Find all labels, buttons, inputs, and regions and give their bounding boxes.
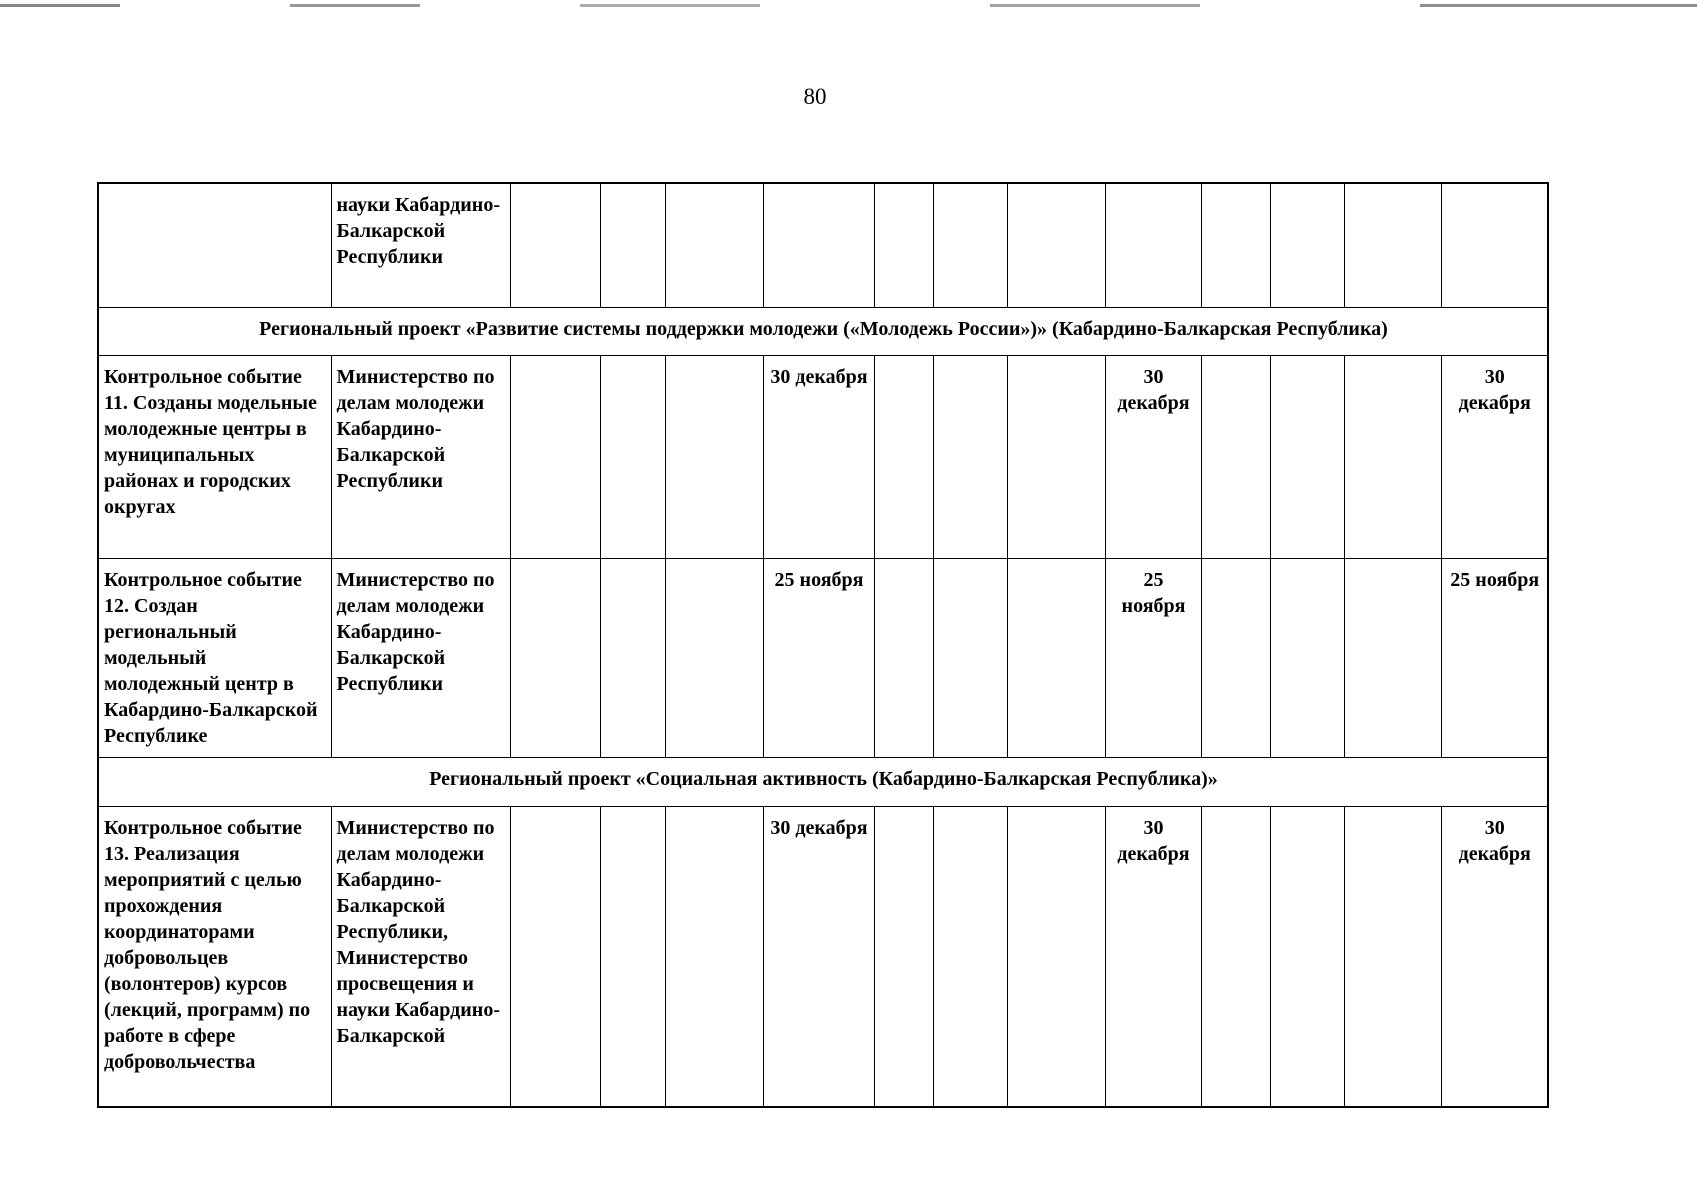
table-row bbox=[98, 355, 1548, 558]
page-number: 80 bbox=[803, 84, 827, 109]
section-row bbox=[98, 307, 1548, 355]
section-title: Региональный проект «Развитие системы поддержки молодежи («Молодежь России»)» (Кабардино-Балкарская Республика) bbox=[98, 307, 1548, 355]
event-cell bbox=[98, 183, 331, 307]
table-row bbox=[98, 183, 1548, 307]
responsible-cell: Министерство по делам молодежи Кабардино-Балкарской Республики bbox=[331, 355, 510, 558]
event-cell: Контрольное событие 13. Реализация мероприятий с целью прохождения координаторами добровольцев (волонтеров) курсов (лекций, программ) по работе в сфере добровольчества bbox=[98, 806, 331, 1107]
control-events-table bbox=[97, 182, 1549, 1108]
section-row bbox=[98, 757, 1548, 806]
date-cell: 30 декабря bbox=[763, 806, 874, 1107]
scan-top-edge bbox=[0, 4, 1697, 7]
date-cell: 30 декабря bbox=[1441, 806, 1548, 1107]
event-cell: Контрольное событие 12. Создан региональный модельный молодежный центр в Кабардино-Балкарской Республике bbox=[98, 558, 331, 757]
date-cell: 30 декабря bbox=[1441, 355, 1548, 558]
date-cell: 25 ноября bbox=[763, 558, 874, 757]
responsible-cell: науки Кабардино-Балкарской Республики bbox=[331, 183, 510, 307]
event-cell: Контрольное событие 11. Созданы модельные молодежные центры в муниципальных районах и городских округах bbox=[98, 355, 331, 558]
table-row bbox=[98, 806, 1548, 1107]
section-title: Региональный проект «Социальная активность (Кабардино-Балкарская Республика)» bbox=[98, 757, 1548, 806]
date-cell: 25 ноября bbox=[1441, 558, 1548, 757]
table-row bbox=[98, 558, 1548, 757]
responsible-cell: Министерство по делам молодежи Кабардино-Балкарской Республики bbox=[331, 558, 510, 757]
date-cell: 25 ноября bbox=[1105, 558, 1201, 757]
responsible-cell: Министерство по делам молодежи Кабардино-Балкарской Республики, Министерство просвещения и науки Кабардино-Балкарской bbox=[331, 806, 510, 1107]
date-cell: 30 декабря bbox=[1105, 806, 1201, 1107]
date-cell: 30 декабря bbox=[1105, 355, 1201, 558]
date-cell: 30 декабря bbox=[763, 355, 874, 558]
